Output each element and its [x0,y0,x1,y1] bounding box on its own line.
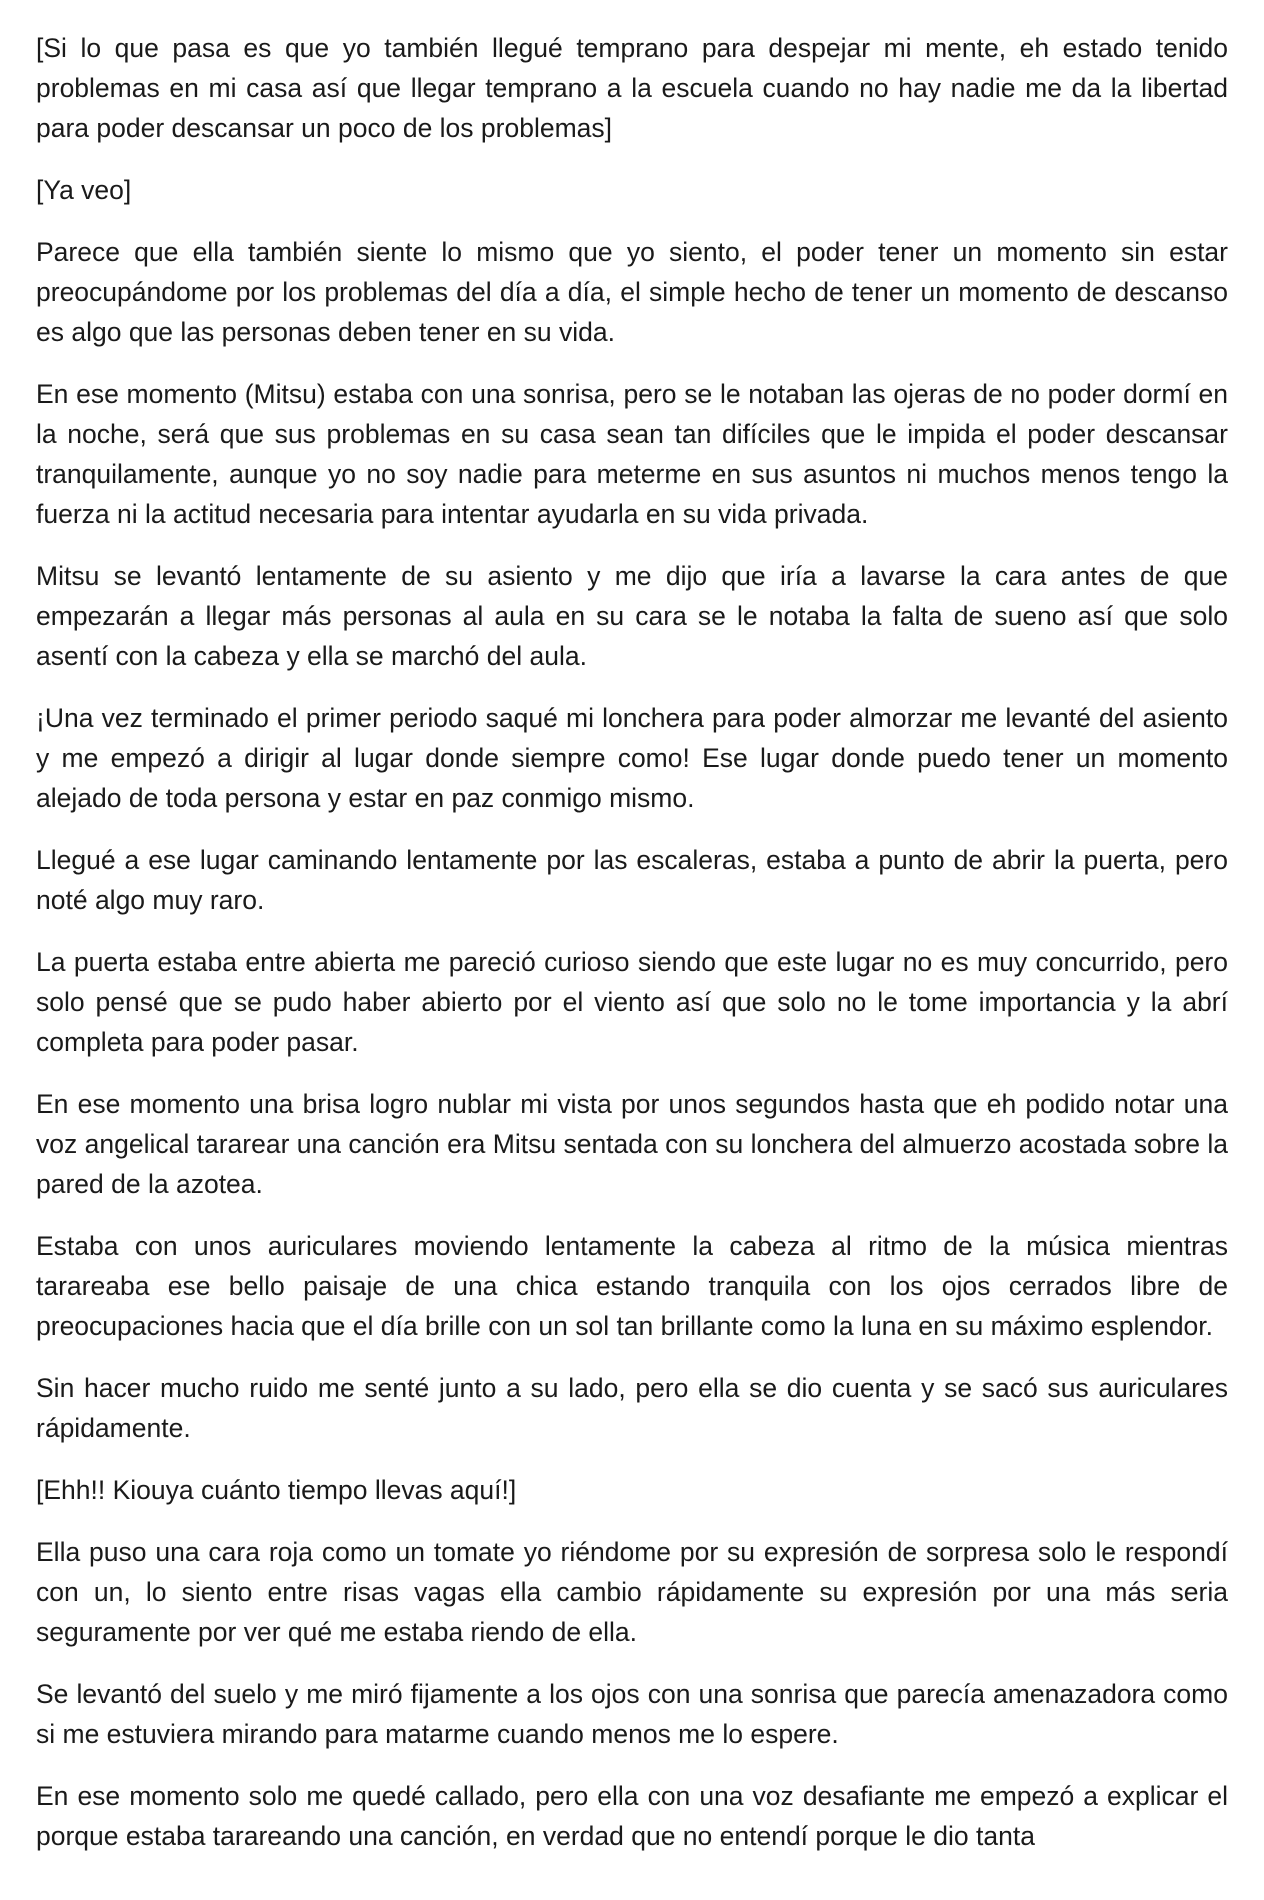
paragraph: Llegué a ese lugar caminando lentamente por las escaleras, estaba a punto de abrir la puerta, pero noté algo muy raro. [36,845,1228,915]
paragraph: En ese momento (Mitsu) estaba con una sonrisa, pero se le notaban las ojeras de no poder dormí en la noche, será que sus problemas en su casa sean tan difíciles que le impida el poder descansar tranquilamente, aunque yo no soy nadie para meterme en sus asuntos ni muchos menos tengo la fuerza ni la actitud necesaria para intentar ayudarla en su vida privada. [36,379,1228,529]
paragraph: En ese momento una brisa logro nublar mi vista por unos segundos hasta que eh podido notar una voz angelical tararear una canción era Mitsu sentada con su lonchera del almuerzo acostada sobre la pared de la azotea. [36,1089,1228,1199]
paragraph: Mitsu se levantó lentamente de su asiento y me dijo que iría a lavarse la cara antes de que empezarán a llegar más personas al aula en su cara se le notaba la falta de sueno así que solo asentí con la cabeza y ella se marchó del aula. [36,561,1228,671]
paragraph: Estaba con unos auriculares moviendo lentamente la cabeza al ritmo de la música mientras tarareaba ese bello paisaje de una chica estando tranquila con los ojos cerrados libre de preocupaciones hacia que el día brille con un sol tan brillante como la luna en su máximo esplendor. [36,1231,1228,1341]
paragraph: En ese momento solo me quedé callado, pero ella con una voz desafiante me empezó a explicar el porque estaba tarareando una canción, en verdad que no entendí porque le dio tanta [36,1781,1228,1851]
document-page [36,28,1228,1856]
paragraph: Sin hacer mucho ruido me senté junto a su lado, pero ella se dio cuenta y se sacó sus auriculares rápidamente. [36,1373,1228,1443]
paragraph: ¡Una vez terminado el primer periodo saqué mi lonchera para poder almorzar me levanté del asiento y me empezó a dirigir al lugar donde siempre como! Ese lugar donde puedo tener un momento alejado de toda persona y estar en paz conmigo mismo. [36,703,1228,813]
paragraph: Ella puso una cara roja como un tomate yo riéndome por su expresión de sorpresa solo le respondí con un, lo siento entre risas vagas ella cambio rápidamente su expresión por una más seria seguramente por ver qué me estaba riendo de ella. [36,1537,1228,1647]
paragraph: La puerta estaba entre abierta me pareció curioso siendo que este lugar no es muy concurrido, pero solo pensé que se pudo haber abierto por el viento así que solo no le tome importancia y la abrí completa para poder pasar. [36,947,1228,1057]
paragraph: [Si lo que pasa es que yo también llegué temprano para despejar mi mente, eh estado tenido problemas en mi casa así que llegar temprano a la escuela cuando no hay nadie me da la libertad para poder descansar un poco de los problemas] [36,33,1228,143]
paragraph: Se levantó del suelo y me miró fijamente a los ojos con una sonrisa que parecía amenazadora como si me estuviera mirando para matarme cuando menos me lo espere. [36,1679,1228,1749]
paragraph: Parece que ella también siente lo mismo que yo siento, el poder tener un momento sin estar preocupándome por los problemas del día a día, el simple hecho de tener un momento de descanso es algo que las personas deben tener en su vida. [36,237,1228,347]
paragraph: [Ya veo] [36,175,132,205]
paragraph: [Ehh!! Kiouya cuánto tiempo llevas aquí!] [36,1475,517,1505]
